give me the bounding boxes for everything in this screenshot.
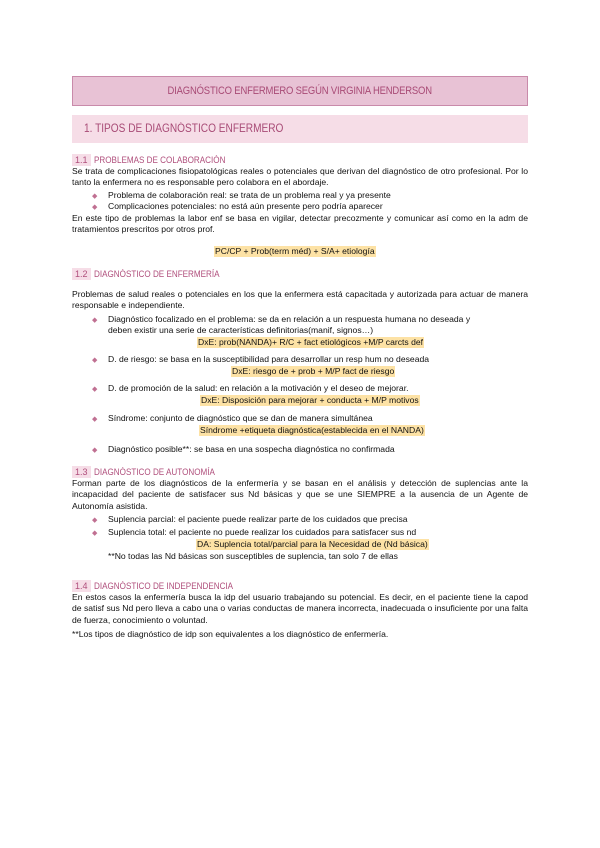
formula-highlight: DxE: prob(NANDA)+ R/C + fact etiológicos +M/P carcts def <box>198 337 424 347</box>
paragraph-s14-intro: En estos casos la enfermería busca la idp del usuario trabajando su potencial. Es decir, en el paciente tiene la capod de satisf sus Nd pero lleva a cabo una o varias conductas de manera incorrecta, inadecuada o insuficiente por una falta de fuerza, conocimiento o voluntad. <box>72 592 528 625</box>
bullet-icon: ◆ <box>92 386 98 393</box>
subsection-title: DIAGNÓSTICO DE AUTONOMÍA <box>93 467 215 477</box>
list-item: Complicaciones potenciales: no está aún presente pero podría aparecer <box>108 201 383 211</box>
note: **No todas las Nd básicas son susceptibles de suplencia, tan solo 7 de ellas <box>108 551 398 561</box>
list-item: D. de promoción de la salud: en relación a la motivación y el deseo de mejorar. <box>108 383 409 393</box>
formula-highlight: PC/CP + Prob(term méd) + S/A+ etiología <box>215 246 375 256</box>
section-1-title: 1. TIPOS DE DIAGNÓSTICO ENFERMERO <box>84 123 284 135</box>
bullet-icon: ◆ <box>92 317 98 324</box>
formula-highlight: DxE: Disposición para mejorar + conducta + M/P motivos <box>201 395 419 405</box>
list-item: Problema de colaboración real: se trata de un problema real y ya presente <box>108 190 391 200</box>
bullet-icon: ◆ <box>92 357 98 364</box>
list-item: Síndrome: conjunto de diagnóstico que se dan de manera simultánea <box>108 413 373 423</box>
subsection-title: DIAGNÓSTICO DE ENFERMERÍA <box>93 269 220 279</box>
subsection-1-3-heading <box>72 466 228 478</box>
document-title: DIAGNÓSTICO ENFERMERO SEGÚN VIRGINIA HENDERSON <box>167 85 433 97</box>
list-item: Suplencia total: el paciente no puede realizar los cuidados para satisfacer sus nd <box>108 527 417 537</box>
bullet-icon: ◆ <box>92 193 98 200</box>
bullet-icon: ◆ <box>92 530 98 537</box>
bullet-icon: ◆ <box>92 517 98 524</box>
bullet-icon: ◆ <box>92 447 98 454</box>
subsection-number: 1.1 <box>72 154 91 166</box>
note: **Los tipos de diagnóstico de idp son equivalentes a los diagnóstico de enfermería. <box>72 629 389 639</box>
subsection-1-1-heading <box>72 154 240 166</box>
bullet-icon: ◆ <box>92 204 98 211</box>
list-item: Diagnóstico focalizado en el problema: se da en relación a un respuesta humana no deseada y <box>108 314 471 324</box>
section-1-bar <box>72 115 528 143</box>
formula-highlight: Síndrome +etiqueta diagnóstica(establecida en el NANDA) <box>200 425 424 435</box>
list-item: Diagnóstico posible**: se basa en una sospecha diagnóstica no confirmada <box>108 444 395 454</box>
paragraph-s13-intro: Forman parte de los diagnósticos de la enfermería y se basan en el análisis y detección de suplencias ante la incapacidad del paciente de satisfacer sus Nd básicas y que se une SIEMPRE a la ausencia de un Agente de Autonomía asistida. <box>72 478 528 511</box>
subsection-title: DIAGNÓSTICO DE INDEPENDENCIA <box>93 581 233 591</box>
paragraph-s11-outro: En este tipo de problemas la labor enf se basa en vigilar, detectar precozmente y comunicar así como en la adm de tratamientos prescritos por otros prof. <box>72 213 528 235</box>
subsection-number: 1.3 <box>72 466 91 478</box>
subsection-1-4-heading <box>72 580 248 592</box>
paragraph-s11-intro: Se trata de complicaciones fisiopatológicas reales o potenciales que derivan del diagnóstico de otro profesional. Por lo tanto la enfermera no es responsable pero colabora en el abordaje. <box>72 166 528 188</box>
bullet-icon: ◆ <box>92 416 98 423</box>
formula-highlight: DA: Suplencia total/parcial para la Necesidad de (Nd básica) <box>197 539 428 549</box>
subsection-title: PROBLEMAS DE COLABORACIÓN <box>93 155 225 165</box>
formula-highlight: DxE: riesgo de + prob + M/P fact de riesgo <box>232 366 395 376</box>
subsection-1-2-heading <box>72 268 233 280</box>
subsection-number: 1.2 <box>72 268 91 280</box>
document-title-bar <box>72 76 528 106</box>
list-item-continuation: deben existir una serie de características definitorias(manif, signos…) <box>108 325 374 335</box>
paragraph-s12-intro: Problemas de salud reales o potenciales en los que la enfermera está capacitada y autorizada para actuar de manera responsable e independiente. <box>72 289 528 311</box>
list-item: Suplencia parcial: el paciente puede realizar parte de los cuidados que precisa <box>108 514 408 524</box>
subsection-number: 1.4 <box>72 580 91 592</box>
list-item: D. de riesgo: se basa en la susceptibilidad para desarrollar un resp hum no deseada <box>108 354 430 364</box>
